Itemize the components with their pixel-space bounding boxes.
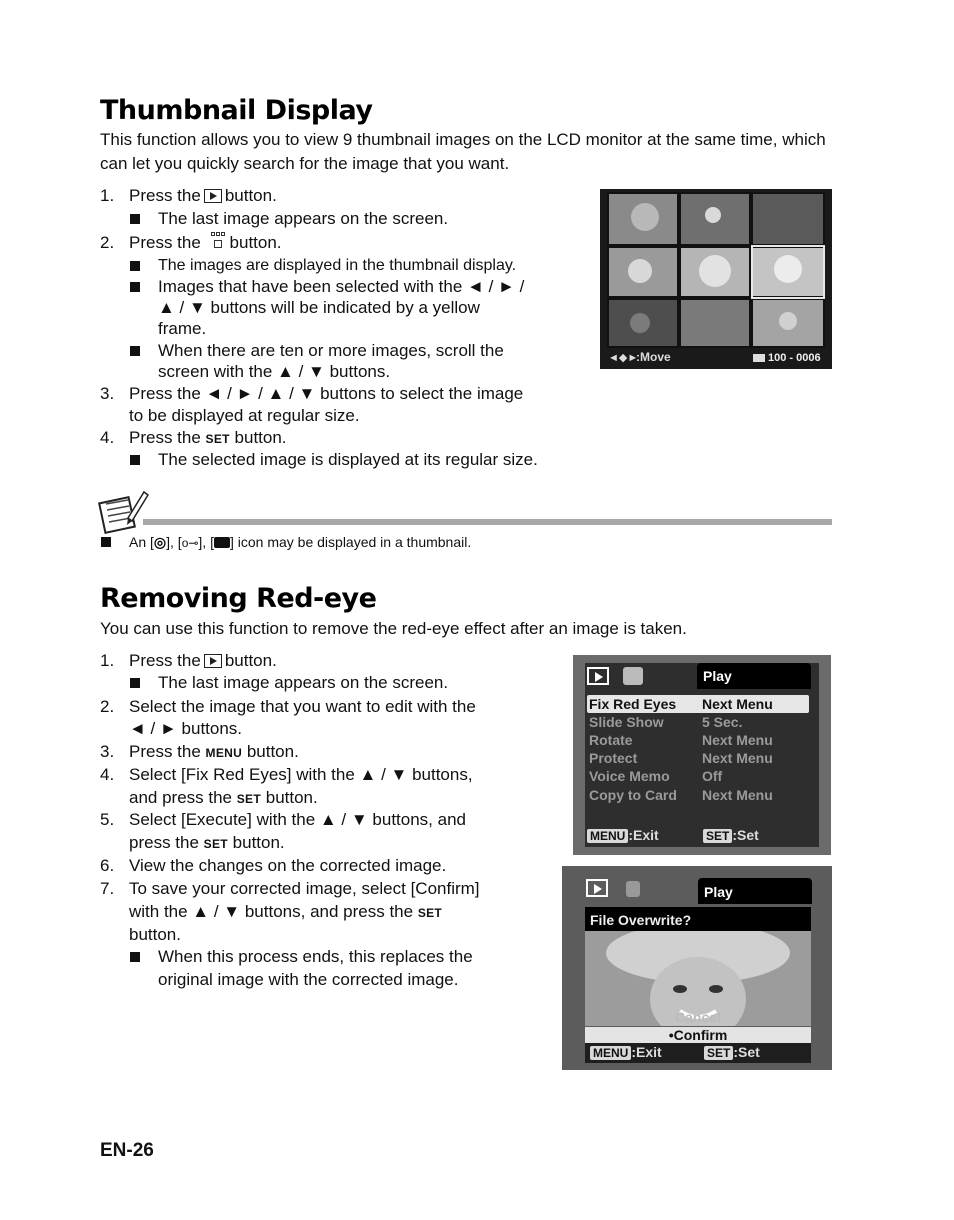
menu-item-voice-memo[interactable]: Voice Memo Off (589, 768, 723, 784)
note-text: An [◎], [o⊸], [ ] icon may be displayed in a thumbnail. (129, 534, 472, 550)
menu-item-copy-to-card[interactable]: Copy to Card Next Menu (589, 787, 773, 803)
page-number: EN-26 (100, 1140, 154, 1161)
play-tab: Play (697, 663, 811, 689)
play-icon (204, 189, 222, 203)
key-icon: o⊸ (181, 536, 199, 550)
note-pad-icon (98, 488, 150, 534)
menu-item-rotate[interactable]: Rotate Next Menu (589, 732, 773, 748)
red-eye-intro: You can use this function to remove the red-eye effect after an image is taken. (100, 619, 687, 638)
play-tab: Play (698, 878, 812, 904)
play-icon (204, 654, 222, 668)
menu-exit-hint: MENU :Exit (587, 827, 659, 843)
section-title-thumbnail: Thumbnail Display (100, 95, 373, 126)
move-label: :Move (636, 350, 671, 364)
confirm-screen (562, 866, 832, 1070)
confirm-exit-hint: MENU :Exit (590, 1044, 662, 1060)
folder-icon (753, 354, 765, 362)
movie-camera-icon (214, 537, 230, 548)
move-arrows-icon: ◄◆► (608, 352, 639, 364)
thumbnail-screen (600, 189, 832, 369)
menu-item-protect[interactable]: Protect Next Menu (589, 750, 773, 766)
setup-wrench-icon (626, 881, 640, 897)
setup-wrench-icon (623, 667, 643, 685)
note-bullet (101, 537, 111, 547)
thumbnail-grid (600, 189, 832, 369)
thumbnail-intro: This function allows you to view 9 thumbnail images on the LCD monitor at the same time, which can let you quickly search for the image that you want. (100, 130, 826, 173)
play-mode-icon (587, 667, 609, 685)
confirm-option[interactable]: •Confirm (585, 1027, 811, 1043)
thumbnail-icon (209, 232, 227, 252)
microphone-icon: ◎ (153, 534, 167, 550)
cancel-option[interactable]: Cancel (675, 1009, 721, 1025)
folder-number: 100 - 0006 (768, 352, 821, 364)
section-title-red-eye: Removing Red-eye (100, 583, 377, 614)
menu-item-fix-red-eyes[interactable]: Fix Red Eyes Next Menu (589, 696, 773, 712)
menu-item-slide-show[interactable]: Slide Show 5 Sec. (589, 714, 743, 730)
note-divider (143, 519, 832, 525)
menu-screen (573, 655, 831, 855)
confirm-set-hint: SET :Set (704, 1044, 760, 1060)
play-mode-icon (586, 879, 608, 897)
menu-set-hint: SET :Set (703, 827, 759, 843)
overwrite-header: File Overwrite? (585, 907, 811, 931)
